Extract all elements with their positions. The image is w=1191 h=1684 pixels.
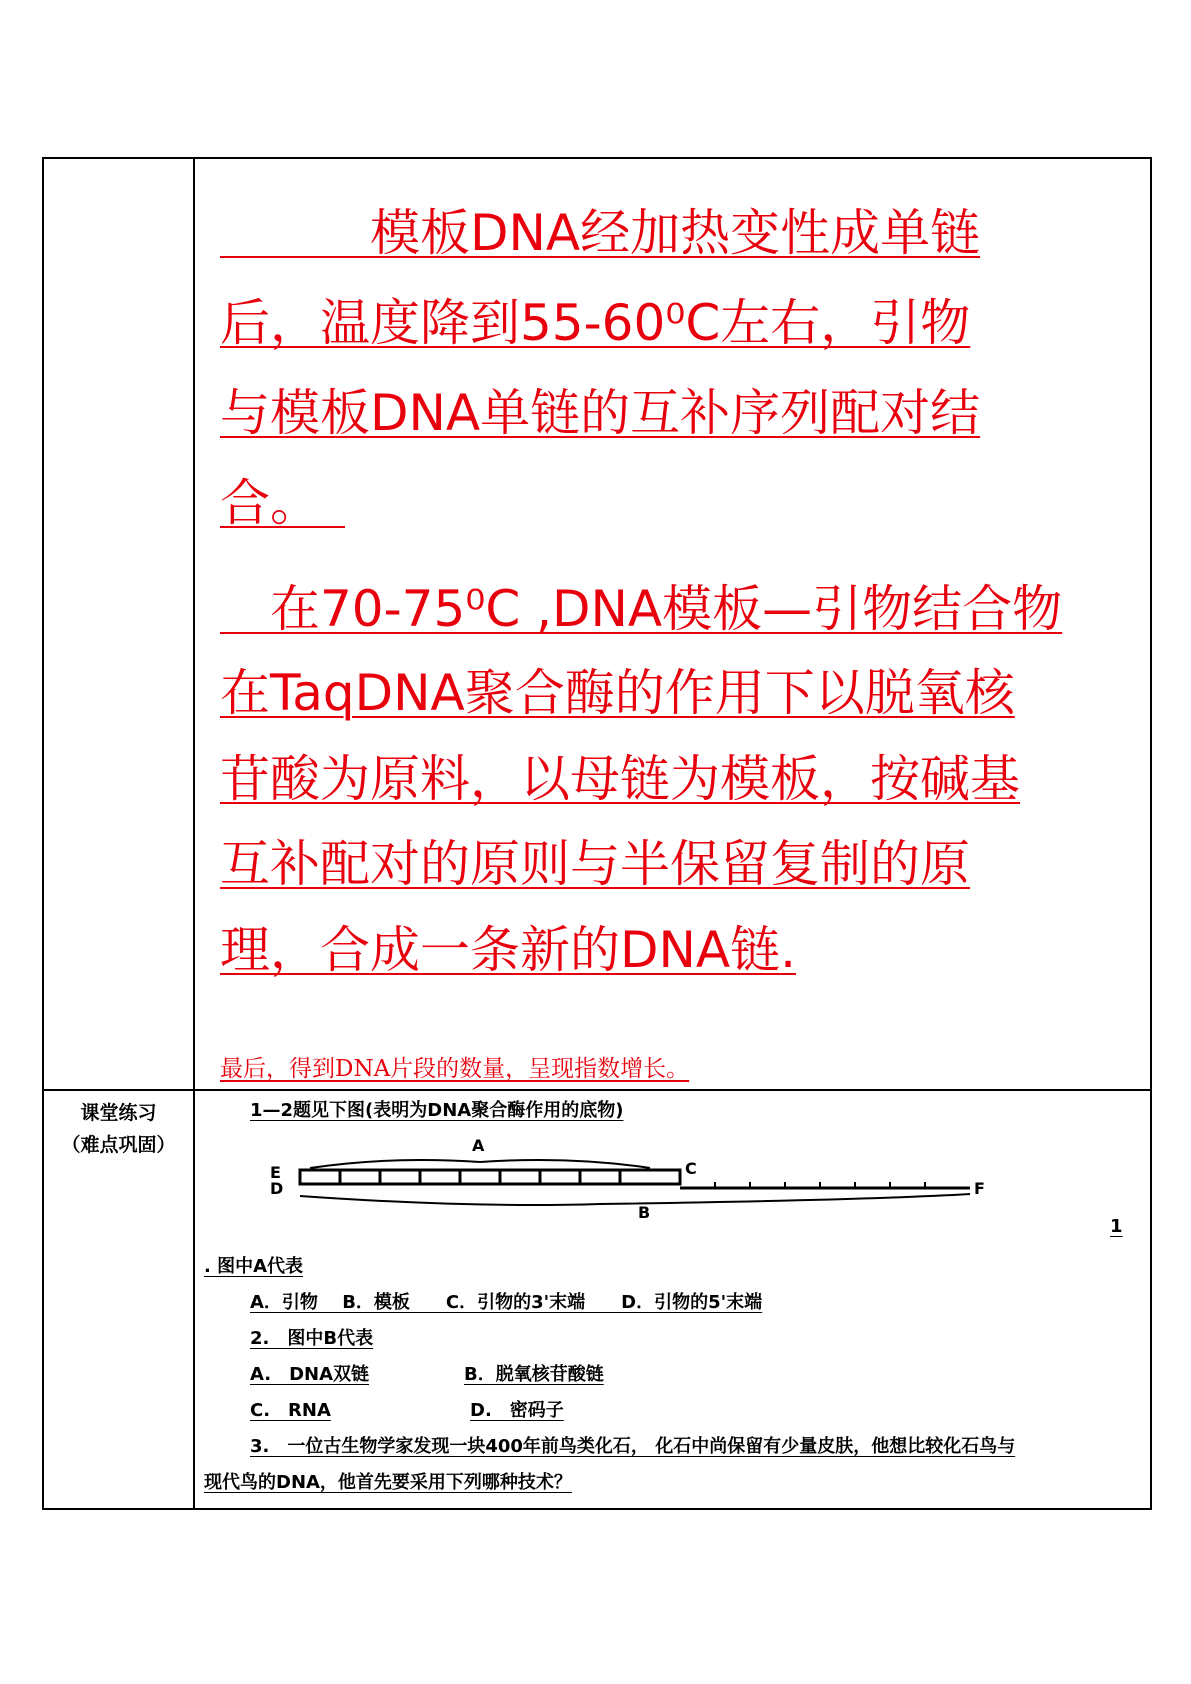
para2-line3: 苷酸为原料，以母链为模板，按碱基 bbox=[220, 750, 1020, 808]
question-2-option-d: D. 密码子 bbox=[470, 1400, 564, 1421]
final-note: 最后，得到DNA片段的数量，呈现指数增长。 bbox=[220, 1056, 690, 1082]
figure-label-b: B bbox=[638, 1203, 651, 1220]
para1-line2: 后，温度降到55-60⁰C左右，引物 bbox=[220, 294, 971, 352]
column-divider bbox=[193, 159, 195, 1508]
figure-label-e: E bbox=[270, 1163, 281, 1182]
template-strand-box bbox=[300, 1170, 680, 1184]
figure-label-f: F bbox=[974, 1179, 985, 1198]
left-column-label bbox=[44, 1097, 193, 1161]
brace-a bbox=[310, 1160, 650, 1168]
row-divider bbox=[44, 1089, 1150, 1091]
page-number: 1 bbox=[1110, 1216, 1123, 1237]
question-2-option-c: C. RNA bbox=[250, 1400, 331, 1421]
dna-figure bbox=[270, 1138, 1000, 1220]
figure-label-a: A bbox=[472, 1138, 485, 1155]
exercise-intro: 1—2题见下图(表明为DNA聚合酶作用的底物) bbox=[250, 1100, 624, 1121]
label-line-2: （难点巩固） bbox=[61, 1134, 176, 1156]
question-1-options: A．引物 B．模板 C．引物的3'末端 D．引物的5'末端 bbox=[250, 1292, 763, 1313]
para2-line1: 在70-75⁰C ,DNA模板—引物结合物 bbox=[270, 580, 1063, 638]
figure-label-d: D bbox=[270, 1179, 284, 1198]
question-2-option-b: B．脱氧核苷酸链 bbox=[464, 1364, 604, 1385]
para1-line4: 合。 bbox=[220, 474, 295, 532]
para2-line2: 在TaqDNA聚合酶的作用下以脱氧核 bbox=[220, 664, 1015, 722]
para2-line4: 互补配对的原则与半保留复制的原 bbox=[220, 835, 970, 893]
question-3-line1: 3. 一位古生物学家发现一块400年前鸟类化石， 化石中尚保留有少量皮肤，他想比较化石鸟与 bbox=[250, 1436, 1016, 1457]
question-1: . 图中A代表 bbox=[204, 1256, 304, 1277]
figure-label-c: C bbox=[685, 1159, 697, 1178]
question-2: 2. 图中B代表 bbox=[250, 1328, 374, 1349]
rungs bbox=[340, 1170, 620, 1184]
para1-line3: 与模板DNA单链的互补序列配对结 bbox=[220, 384, 981, 442]
label-line-1: 课堂练习 bbox=[80, 1102, 157, 1124]
para1-line1: 模板DNA经加热变性成单链 bbox=[370, 204, 981, 262]
question-3-line2: 现代鸟的DNA，他首先要采用下列哪种技术？ bbox=[204, 1472, 572, 1493]
question-2-option-a: A. DNA双链 bbox=[250, 1364, 370, 1385]
para2-line5: 理，合成一条新的DNA链. bbox=[220, 921, 797, 979]
brace-b bbox=[300, 1194, 970, 1205]
